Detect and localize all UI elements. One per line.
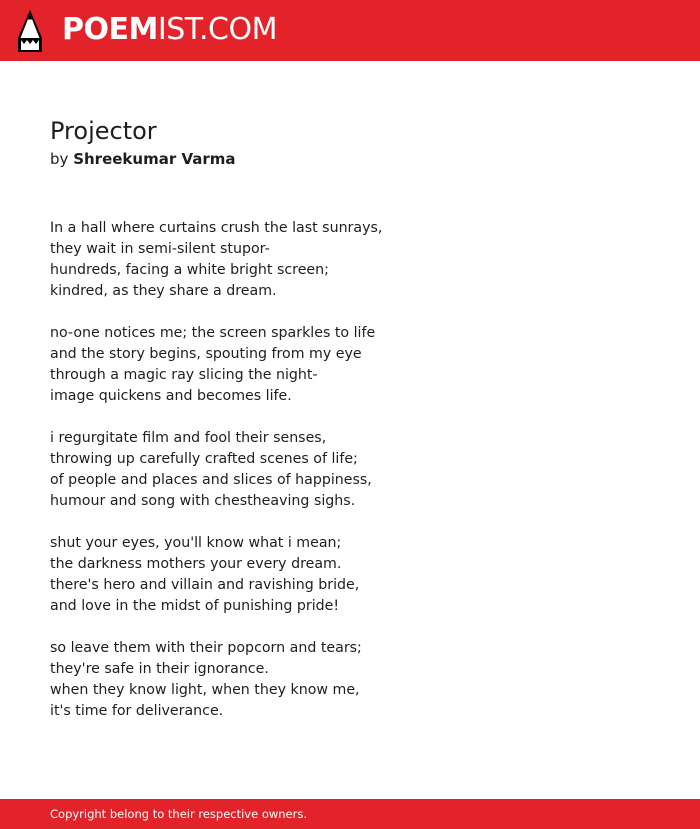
poem-line: and the story begins, spouting from my eye — [50, 346, 362, 362]
poem-line: through a magic ray slicing the night- — [50, 367, 318, 383]
poem-line: they're safe in their ignorance. — [50, 661, 269, 677]
poem-line: In a hall where curtains crush the last sunrays, — [50, 220, 383, 236]
poem-line: they wait in semi-silent stupor- — [50, 241, 270, 257]
poem-line: throwing up carefully crafted scenes of life; — [50, 451, 358, 467]
poem-stanza — [50, 638, 650, 722]
poem-stanza — [50, 428, 650, 512]
site-logo[interactable] — [62, 12, 277, 48]
poem-byline — [50, 148, 650, 170]
poem-content — [50, 115, 650, 743]
poem-line: there's hero and villain and ravishing bride, — [50, 577, 360, 593]
poem-line: of people and places and slices of happiness, — [50, 472, 372, 488]
poem-line: kindred, as they share a dream. — [50, 283, 277, 299]
poem-title: Projector — [50, 117, 157, 145]
poem-line: the darkness mothers your every dream. — [50, 556, 342, 572]
poem-line: it's time for deliverance. — [50, 703, 224, 719]
poem-line: i regurgitate film and fool their senses, — [50, 430, 327, 446]
poem-line: when they know light, when they know me, — [50, 682, 360, 698]
poem-line: humour and song with chestheaving sighs. — [50, 493, 356, 509]
poem-line: so leave them with their popcorn and tears; — [50, 640, 362, 656]
by-label: by — [50, 150, 69, 168]
poem-line: shut your eyes, you'll know what i mean; — [50, 535, 342, 551]
poem-stanza — [50, 218, 650, 302]
logo-bold-text: POEM — [62, 12, 158, 47]
logo-light-text: IST.COM — [157, 12, 277, 47]
poem-line: image quickens and becomes life. — [50, 388, 292, 404]
poem-line: hundreds, facing a white bright screen; — [50, 262, 329, 278]
poem-line: and love in the midst of punishing pride! — [50, 598, 340, 614]
site-header — [0, 0, 700, 61]
poem-author: Shreekumar Varma — [73, 150, 236, 168]
poem-body — [50, 218, 650, 722]
site-footer — [0, 799, 700, 829]
pencil-icon[interactable] — [18, 10, 42, 52]
poem-stanza — [50, 533, 650, 617]
copyright-text: Copyright belong to their respective owners. — [50, 807, 308, 821]
poem-line: no-one notices me; the screen sparkles to life — [50, 325, 376, 341]
poem-stanza — [50, 323, 650, 407]
